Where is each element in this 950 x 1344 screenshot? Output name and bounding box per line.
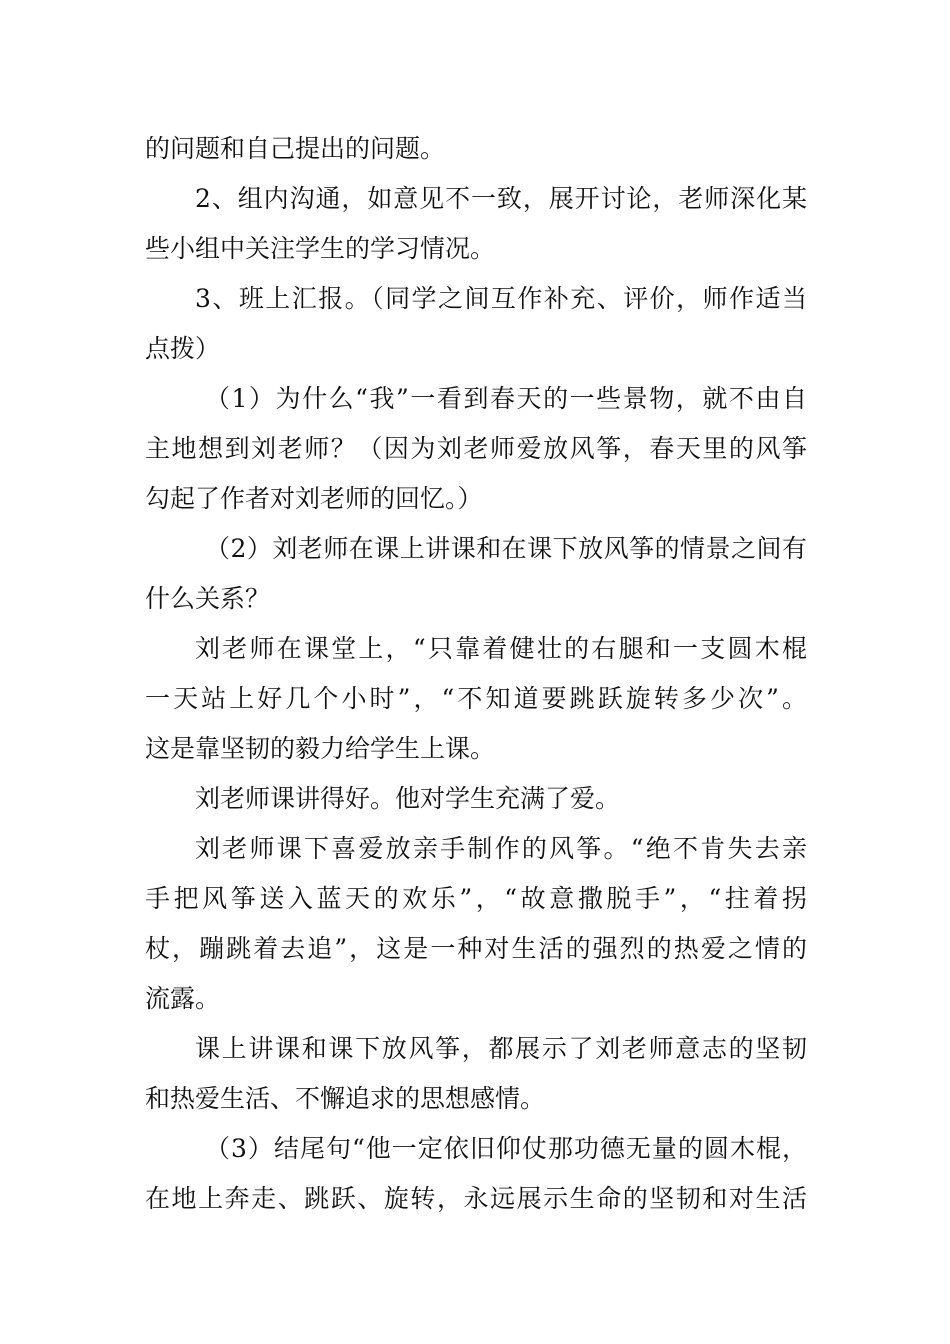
text-line: （2）刘老师在课上讲课和在课下放风筝的情景之间有 (205, 534, 807, 563)
text-line: 2、组内沟通，如意见不一致，展开讨论，老师深化某 (195, 184, 807, 213)
text-line: 刘老师课讲得好。他对学生充满了爱。 (195, 784, 621, 813)
text-line: 刘老师在课堂上，“只靠着健壮的右腿和一支圆木棍 (195, 634, 807, 663)
text-line: 课上讲课和课下放风筝，都展示了刘老师意志的坚韧 (195, 1034, 807, 1063)
text-line: 一天站上好几个小时”，“不知道要跳跃旋转多少次”。 (145, 684, 807, 713)
text-line: 流露。 (145, 984, 221, 1013)
text-line: 勾起了作者对刘老师的回忆。） (145, 484, 483, 513)
text-line: （1）为什么“我”一看到春天的一些景物，就不由自 (205, 384, 807, 413)
text-line: 3、班上汇报。（同学之间互作补充、评价，师作适当 (195, 284, 807, 313)
text-line: 这是靠坚韧的毅力给学生上课。 (145, 734, 496, 763)
text-line: （3）结尾句“他一定依旧仰仗那功德无量的圆木棍， (205, 1134, 807, 1163)
text-line: 在地上奔走、跳跃、旋转，永远展示生命的坚韧和对生活 (145, 1184, 807, 1213)
text-line: 的问题和自己提出的问题。 (145, 134, 446, 163)
text-line: 和热爱生活、不懈追求的思想感情。 (145, 1084, 546, 1113)
text-line: 主地想到刘老师？（因为刘老师爱放风筝，春天里的风筝 (145, 434, 807, 463)
text-line: 点拨） (145, 334, 221, 363)
text-line: 些小组中关注学生的学习情况。 (145, 234, 496, 263)
text-line: 杖，蹦跳着去追”，这是一种对生活的强烈的热爱之情的 (145, 934, 807, 963)
text-line: 刘老师课下喜爱放亲手制作的风筝。“绝不肯失去亲 (195, 834, 807, 863)
text-line: 什么关系？ (145, 584, 271, 613)
text-line: 手把风筝送入蓝天的欢乐”，“故意撒脱手”，“拄着拐 (145, 884, 807, 913)
document-body (145, 124, 807, 1224)
